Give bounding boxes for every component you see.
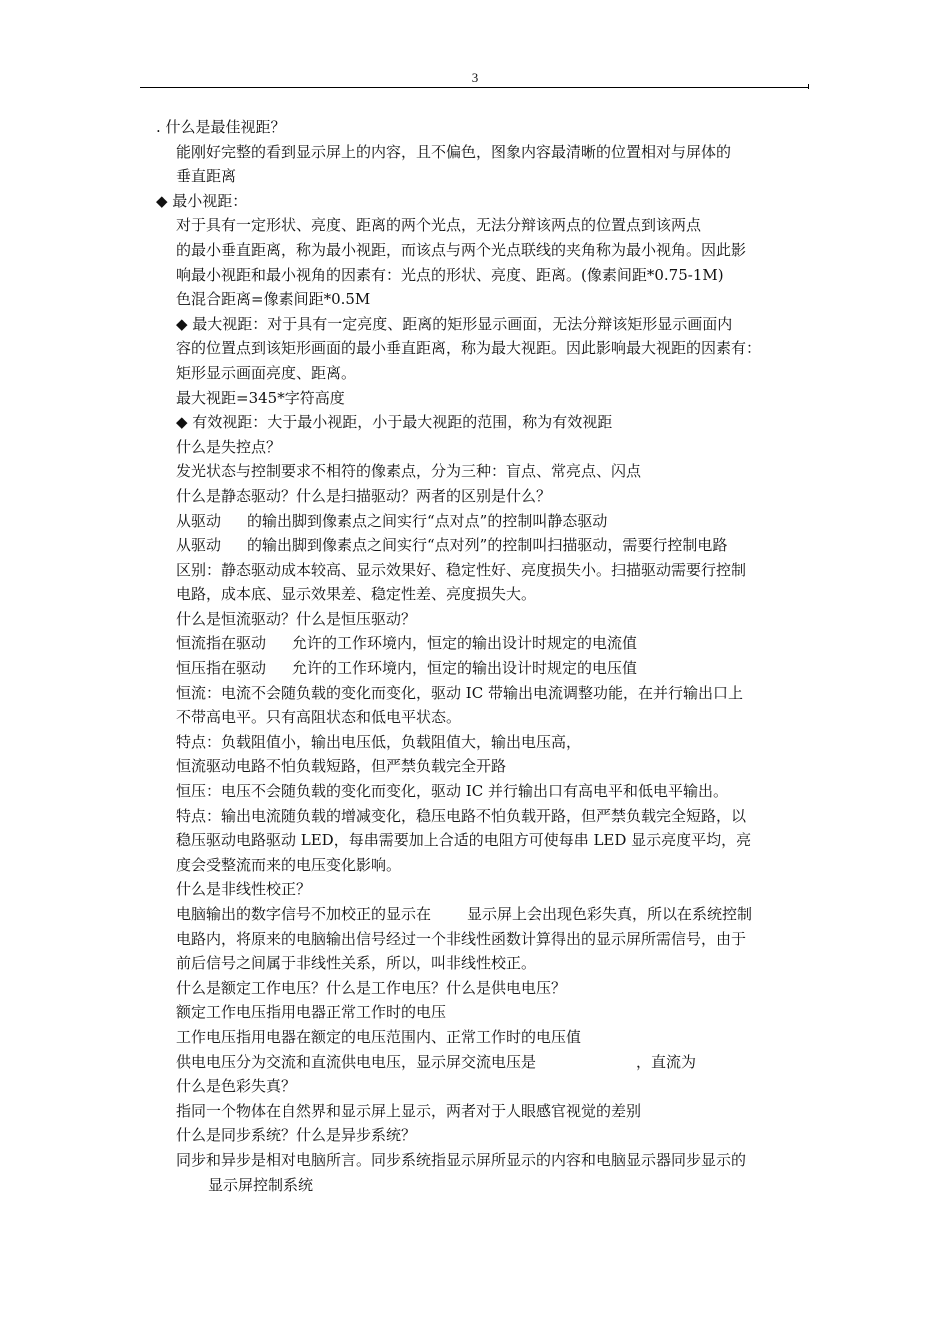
question-line: 什么是色彩失真？ <box>176 1077 297 1096</box>
text-line: 对于具有一定形状、亮度、距离的两个光点，无法分辩该两点的位置点到该两点 <box>176 216 702 235</box>
text-line: 响最小视距和最小视角的因素有：光点的形状、亮度、距离。(像素间距*0.75-1M) <box>176 265 724 284</box>
text-line: 工作电压指用电器在额定的电压范围内、正常工作时的电压值 <box>176 1027 582 1046</box>
text-line: 的最小垂直距离，称为最小视距，而该点与两个光点联线的夹角称为最小视角。因此影 <box>176 240 747 259</box>
text-line: 能刚好完整的看到显示屏上的内容，且不偏色，图象内容最清晰的位置相对与屏体的 <box>176 142 732 161</box>
text-line: 从驱动 的输出脚到像素点之间实行“点对点”的控制叫静态驱动 <box>176 511 608 530</box>
text-line: 发光状态与控制要求不相符的像素点，分为三种：盲点、常亮点、闪点 <box>176 462 642 481</box>
text-line: 额定工作电压指用电器正常工作时的电压 <box>176 1003 447 1022</box>
text-line: 不带高电平。只有高阻状态和低电平状态。 <box>176 708 462 727</box>
body-text <box>156 115 816 1197</box>
text-line: 恒流：电流不会随负载的变化而变化，驱动 IC 带输出电流调整功能，在并行输出口上 <box>176 683 743 702</box>
question-line: 什么是非线性校正？ <box>176 880 312 899</box>
header-rule <box>140 87 808 88</box>
text-line: 区别：静态驱动成本较高、显示效果好、稳定性好、亮度损失小。扫描驱动需要行控制 <box>176 560 747 579</box>
header-rule-end-mark <box>808 84 809 89</box>
text-line: 色混合距离=像素间距*0.5M <box>176 290 371 309</box>
text-line: 最大视距=345*字符高度 <box>176 388 345 407</box>
text-line: 恒压：电压不会随负载的变化而变化，驱动 IC 并行输出口有高电平和低电平输出。 <box>176 782 728 801</box>
text-line: 同步和异步是相对电脑所言。同步系统指显示屏所显示的内容和电脑显示器同步显示的 <box>176 1150 747 1169</box>
question-line: 什么是静态驱动？什么是扫描驱动？两者的区别是什么？ <box>176 486 552 505</box>
text-line: 度会受整流而来的电压变化影响。 <box>176 855 402 874</box>
text-line: 特点：负载阻值小，输出电压低，负载阻值大，输出电压高， <box>176 732 582 751</box>
text-line: 从驱动 的输出脚到像素点之间实行“点对列”的控制叫扫描驱动，需要行控制电路 <box>176 536 728 555</box>
text-line: 指同一个物体在自然界和显示屏上显示，两者对于人眼感官视觉的差别 <box>176 1101 642 1120</box>
text-line: 电路内，将原来的电脑输出信号经过一个非线性函数计算得出的显示屏所需信号，由于 <box>176 929 747 948</box>
bullet-min-viewing-distance: ◆ 最小视距： <box>156 191 248 210</box>
bullet-max-viewing-distance: ◆ 最大视距：对于具有一定亮度、距离的矩形显示画面，无法分辩该矩形显示画面内 <box>176 314 733 333</box>
text-line: 恒压指在驱动 允许的工作环境内，恒定的输出设计时规定的电压值 <box>176 659 638 678</box>
bullet-effective-viewing-distance: ◆ 有效视距：大于最小视距，小于最大视距的范围，称为有效视距 <box>176 413 613 432</box>
question-line: 什么是额定工作电压？什么是工作电压？什么是供电电压？ <box>176 978 567 997</box>
question-line: 什么是同步系统？什么是异步系统？ <box>176 1126 417 1145</box>
text-line: 特点：输出电流随负载的增减变化，稳压电路不怕负载开路，但严禁负载完全短路，以 <box>176 806 747 825</box>
text-line: 垂直距离 <box>176 167 237 186</box>
page-number: 3 <box>471 70 479 85</box>
text-line: 供电电压分为交流和直流供电电压，显示屏交流电压是 ，直流为 <box>176 1052 697 1071</box>
text-line: 矩形显示画面亮度、距离。 <box>176 363 357 382</box>
text-line: 恒流指在驱动 允许的工作环境内，恒定的输出设计时规定的电流值 <box>176 634 638 653</box>
text-line: 稳压驱动电路驱动 LED，每串需要加上合适的电阻方可使每串 LED 显示亮度平均，亮 <box>176 831 752 850</box>
text-line: 电路，成本底、显示效果差、稳定性差、亮度损失大。 <box>176 585 537 604</box>
text-line: 显示屏控制系统 <box>208 1175 314 1194</box>
text-line: 恒流驱动电路不怕负载短路，但严禁负载完全开路 <box>176 757 507 776</box>
question-best-viewing-distance: . 什么是最佳视距？ <box>156 118 286 136</box>
text-line: 电脑输出的数字信号不加校正的显示在 显示屏上会出现色彩失真，所以在系统控制 <box>176 905 753 923</box>
text-line: 容的位置点到该矩形画面的最小垂直距离，称为最大视距。因此影响最大视距的因素有： <box>176 339 762 358</box>
question-line: 什么是恒流驱动？什么是恒压驱动？ <box>176 609 417 628</box>
text-line: 前后信号之间属于非线性关系，所以，叫非线性校正。 <box>176 954 537 973</box>
question-line: 什么是失控点？ <box>176 437 282 456</box>
